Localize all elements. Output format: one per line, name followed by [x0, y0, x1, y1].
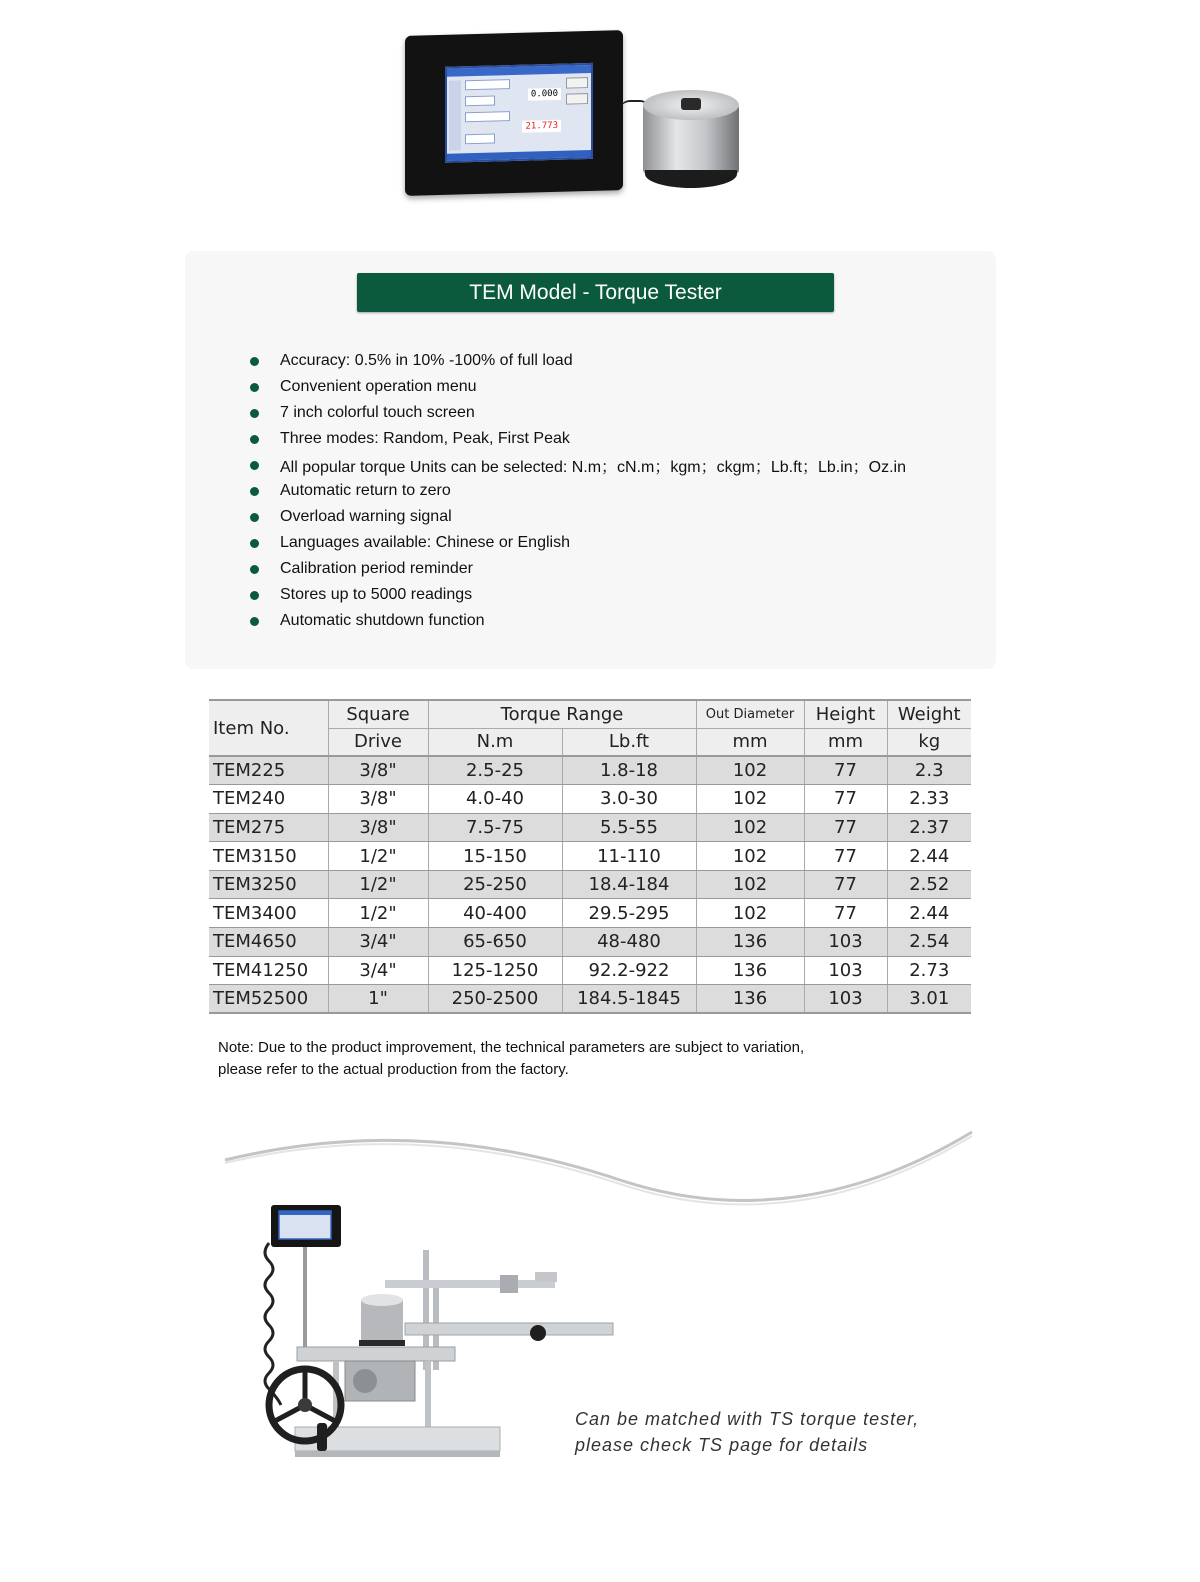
screen-reading-realtime: 0.000	[528, 88, 561, 101]
screen-reading-peak: 21.773	[522, 120, 561, 133]
bullet-icon	[250, 513, 259, 522]
feature-list	[250, 348, 906, 634]
bullet-icon	[250, 565, 259, 574]
table-row: TEM52500 1" 250-2500 184.5-1845 136 103 3.01	[209, 985, 971, 1014]
table-row: TEM240 3/8" 4.0-40 3.0-30 102 77 2.33	[209, 785, 971, 814]
table-row: TEM3150 1/2" 15-150 11-110 102 77 2.44	[209, 842, 971, 871]
touch-screen-monitor	[405, 30, 623, 196]
header-height: Height	[804, 700, 887, 728]
header-height-unit: mm	[804, 728, 887, 756]
torque-sensor	[643, 90, 739, 190]
header-nm: N.m	[428, 728, 562, 756]
bullet-icon	[250, 591, 259, 600]
table-row: TEM225 3/8" 2.5-25 1.8-18 102 77 2.3	[209, 756, 971, 785]
bullet-icon	[250, 539, 259, 548]
bullet-icon	[250, 383, 259, 392]
header-lbft: Lb.ft	[562, 728, 696, 756]
table-row: TEM275 3/8" 7.5-75 5.5-55 102 77 2.37	[209, 813, 971, 842]
header-diameter-unit: mm	[696, 728, 804, 756]
list-item: Accuracy: 0.5% in 10% -100% of full load	[250, 348, 906, 374]
list-item: Overload warning signal	[250, 504, 906, 530]
bullet-icon	[250, 617, 259, 626]
note-text: Note: Due to the product improvement, the technical parameters are subject to variation, please refer to the actual production from the factory.	[218, 1039, 805, 1078]
list-item: Automatic return to zero	[250, 478, 906, 504]
list-item: Calibration period reminder	[250, 556, 906, 582]
product-photo	[400, 30, 750, 200]
feature-panel	[185, 251, 996, 669]
spec-table	[209, 699, 971, 1014]
square-drive-socket	[681, 98, 701, 110]
bullet-icon	[250, 487, 259, 496]
monitor-screen	[445, 63, 593, 163]
list-item: Stores up to 5000 readings	[250, 582, 906, 608]
caption-text: Can be matched with TS torque tester, please check TS page for details	[575, 1409, 920, 1455]
panel-title: TEM Model - Torque Tester	[357, 273, 834, 312]
list-item: Automatic shutdown function	[250, 608, 906, 634]
header-weight-unit: kg	[887, 728, 971, 756]
list-item: Three modes: Random, Peak, First Peak	[250, 426, 906, 452]
header-item-no: Item No.	[209, 700, 328, 756]
list-item: Languages available: Chinese or English	[250, 530, 906, 556]
table-row: TEM41250 3/4" 125-1250 92.2-922 136 103 2.73	[209, 956, 971, 985]
list-item: Convenient operation menu	[250, 374, 906, 400]
header-torque-range: Torque Range	[428, 700, 696, 728]
list-item: 7 inch colorful touch screen	[250, 400, 906, 426]
header-square-drive-line2: Drive	[328, 728, 428, 756]
table-row: TEM3400 1/2" 40-400 29.5-295 102 77 2.44	[209, 899, 971, 928]
list-item: All popular torque Units can be selected: N.m；cN.m；kgm；ckgm；Lb.ft；Lb.in；Oz.in	[250, 452, 906, 478]
header-weight: Weight	[887, 700, 971, 728]
table-row: TEM4650 3/4" 65-650 48-480 136 103 2.54	[209, 928, 971, 957]
bullet-icon	[250, 461, 259, 470]
table-row: TEM3250 1/2" 25-250 18.4-184 102 77 2.52	[209, 870, 971, 899]
bullet-icon	[250, 357, 259, 366]
bullet-icon	[250, 435, 259, 444]
bullet-icon	[250, 409, 259, 418]
header-square-drive: Square	[328, 700, 428, 728]
header-out-diameter: Out Diameter	[696, 700, 804, 728]
torque-tester-bench-photo	[255, 1195, 625, 1480]
